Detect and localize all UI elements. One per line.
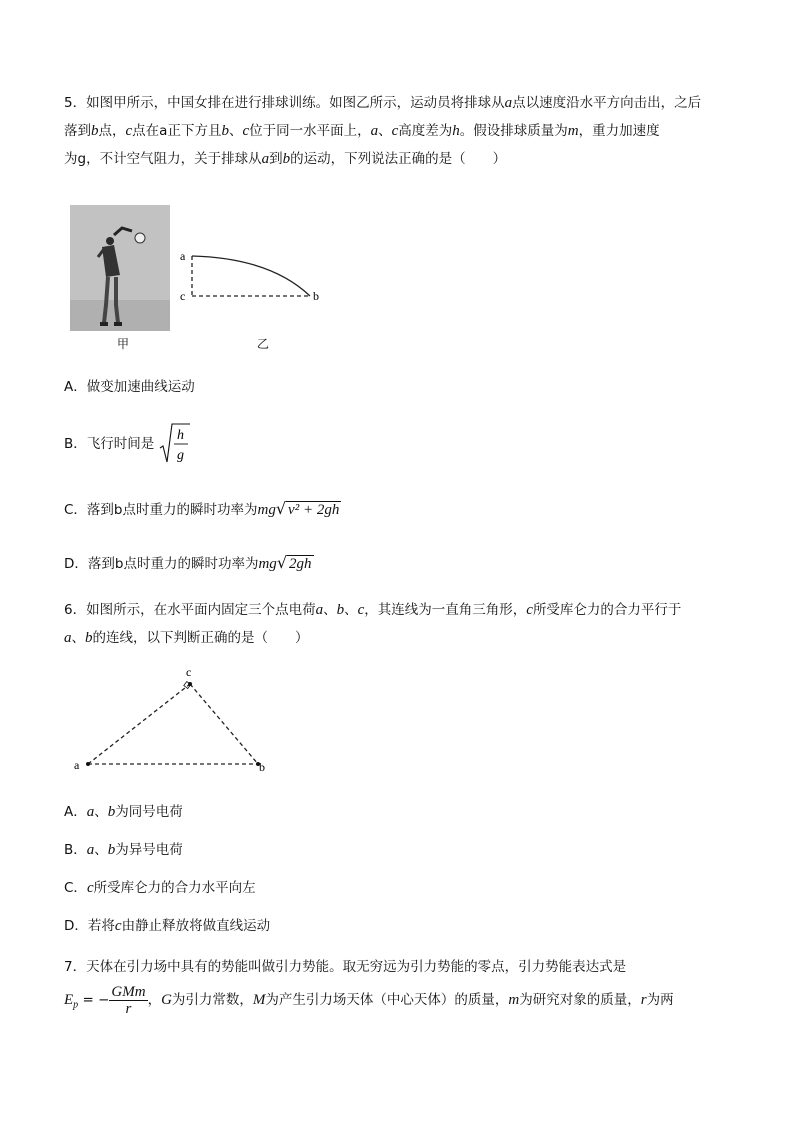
figure-jia-caption: 甲 (117, 337, 130, 351)
q6-option-b[interactable]: B．a、b为异号电荷 (64, 842, 183, 858)
trajectory-diagram (170, 240, 340, 310)
volleyball-player-photo (70, 205, 170, 331)
q5-option-c[interactable]: C．落到b点时重力的瞬时功率为mg√ v² + 2gh (64, 499, 340, 518)
figure-yi-caption: 乙 (257, 337, 270, 351)
volleyball-player-illustration (70, 205, 170, 331)
sqrt-h-over-g (159, 422, 191, 466)
q5-stem: 5．如图甲所示，中国女排在进行排球训练。如图乙所示，运动员将排球从a点以速度沿水平方向击出，之后 落到b点，c点在a正下方且b、c位于同一水平面上，a、c高度差为h。假设排球质量为m，重力加速度 为g，不计空气阻力，关于排球从a到b的运动，下列说法正确的是（ ） (64, 95, 702, 167)
q6-option-a[interactable]: A．a、b为同号电荷 (64, 804, 183, 820)
q6-option-c[interactable]: C．c所受库仑力的合力水平向左 (64, 880, 256, 896)
point-b-label: b (313, 289, 319, 303)
point-c-label: c (180, 289, 186, 303)
svg-text:h: h (176, 428, 184, 443)
q7-stem-line2: $E_p$ = − $\frac{\text{GMm}}{r}$ ，G为引力常数，M为产生引力场天体（中心天体）的质量，m为研究对象的质量，r为两 (64, 983, 674, 1017)
parabolic-trajectory (192, 256, 310, 296)
ac-dashed-line (88, 684, 190, 764)
charge-c-label: c (186, 665, 192, 679)
q6-stem: 6．如图所示，在水平面内固定三个点电荷a、b、c，其连线为一直角三角形，c所受库仑力的合力平行于 a、b的连线，以下判断正确的是（ ） (64, 602, 682, 646)
q5-option-b[interactable]: B．飞行时间是 h g (64, 422, 191, 466)
charge-triangle-diagram (68, 662, 278, 777)
q6-option-d[interactable]: D．若将c由静止释放将做直线运动 (64, 918, 271, 934)
q7-stem-line1: 7．天体在引力场中具有的势能叫做引力势能。取无穷远为引力势能的零点，引力势能表达式是 (64, 959, 627, 975)
q7-fraction: $\frac{\text{GMm}}{r}$ (111, 983, 146, 1017)
charge-b-label: b (259, 760, 265, 774)
q5-option-d[interactable]: D．落到b点时重力的瞬时功率为mg√ 2gh (64, 553, 312, 572)
charge-a (86, 762, 90, 766)
point-a-label: a (180, 249, 186, 263)
svg-text:g: g (176, 448, 184, 463)
charge-a-label: a (74, 758, 80, 772)
q5-option-a[interactable]: A．做变加速曲线运动 (64, 379, 195, 395)
cb-dashed-line (190, 684, 258, 764)
